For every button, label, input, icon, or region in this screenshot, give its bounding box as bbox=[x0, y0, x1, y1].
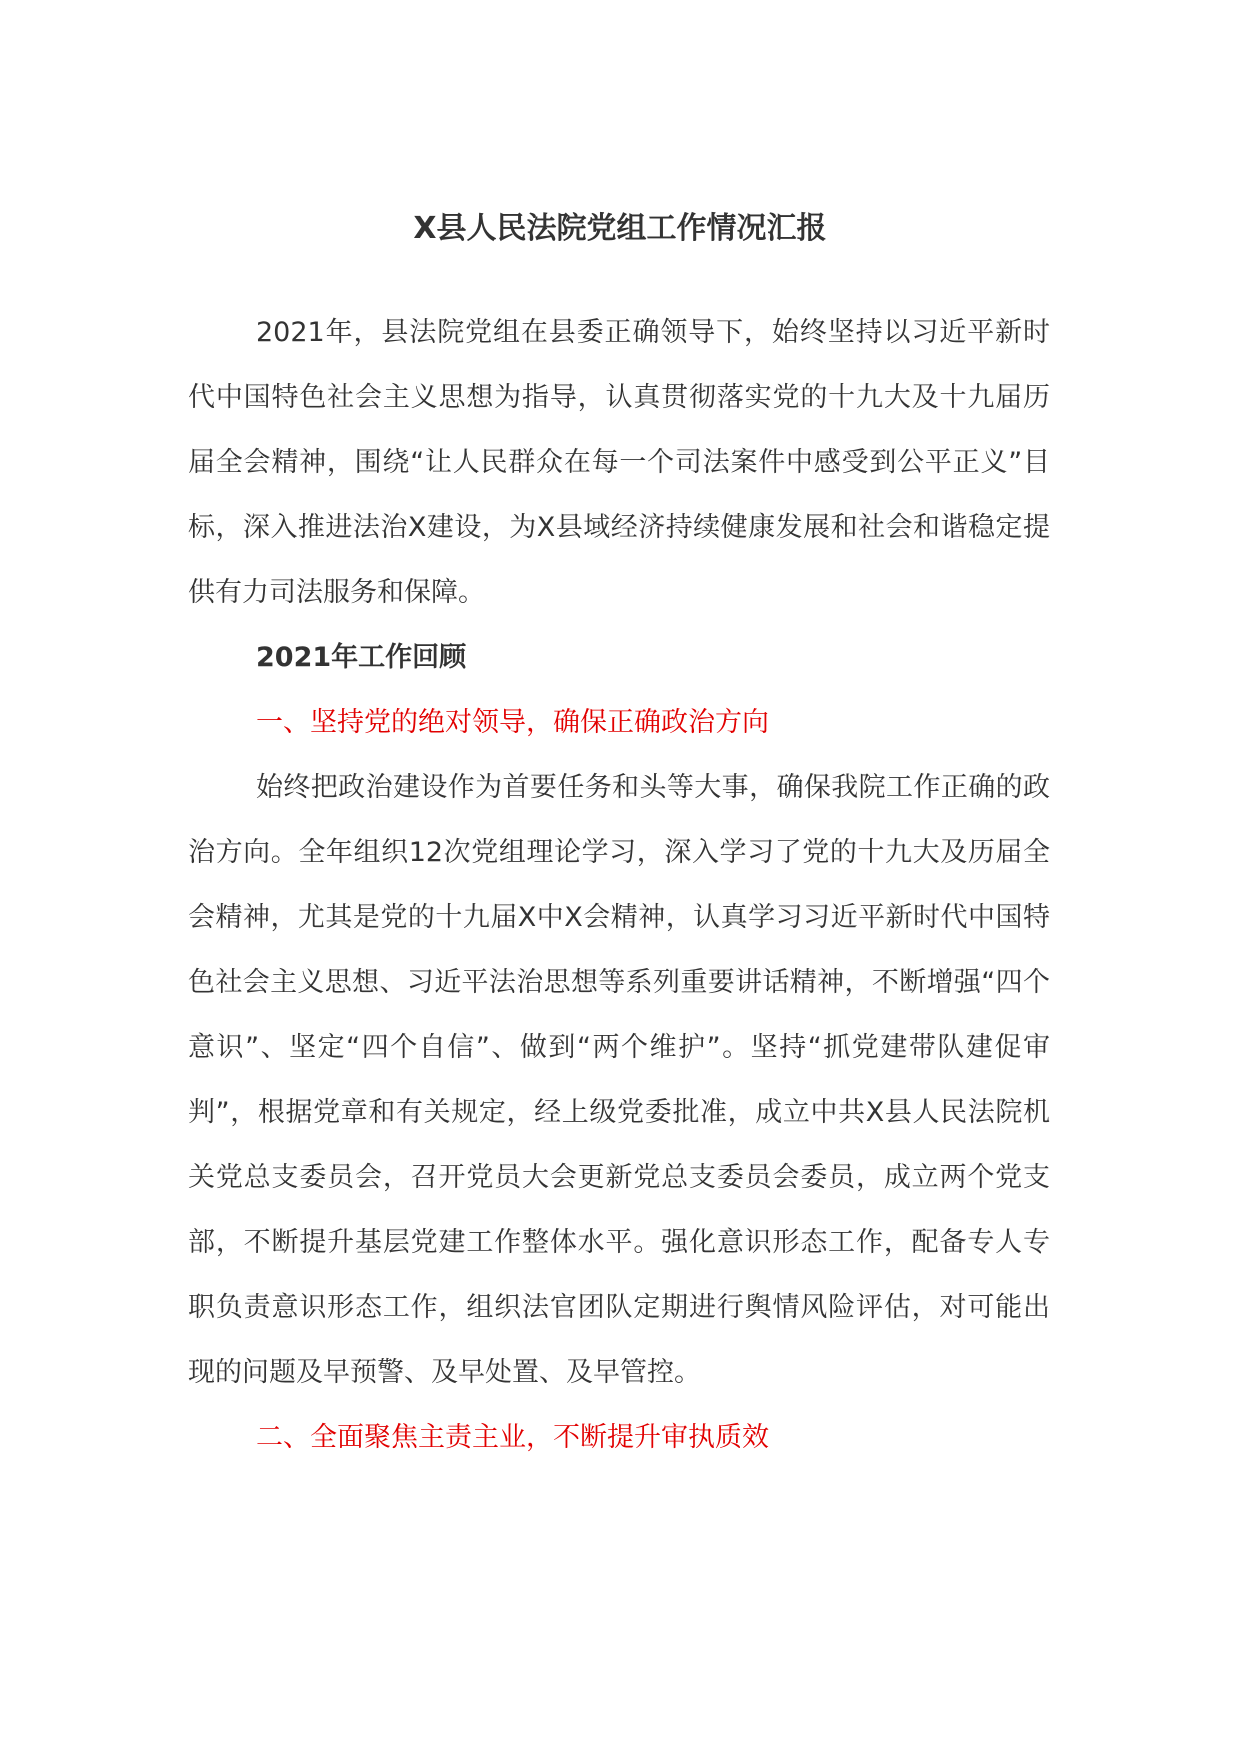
section-1-heading: 一、坚持党的绝对领导，确保正确政治方向 bbox=[256, 707, 769, 738]
intro-paragraph: 2021年，县法院党组在县委正确领导下，始终坚持以习近平新时代中国特色社会主义思想为指导，认真贯彻落实党的十九大及十九届历届全会精神，围绕“让人民群众在每一个司法案件中感受到公平正义”目标，深入推进法治X建设，为X县域经济持续健康发展和社会和谐稳定提供有力司法服务和保障。 bbox=[188, 317, 1050, 608]
document-title: X县人民法院党组工作情况汇报 bbox=[413, 211, 827, 246]
document-body bbox=[188, 300, 1050, 1470]
review-heading: 2021年工作回顾 bbox=[256, 642, 467, 673]
section-1-paragraph: 始终把政治建设作为首要任务和头等大事，确保我院工作正确的政治方向。全年组织12次党组理论学习，深入学习了党的十九大及历届全会精神，尤其是党的十九届X中X会精神，认真学习习近平新时代中国特色社会主义思想、习近平法治思想等系列重要讲话精神，不断增强“四个意识”、坚定“四个自信”、做到“两个维护”。坚持“抓党建带队建促审判”，根据党章和有关规定，经上级党委批准，成立中共X县人民法院机关党总支委员会，召开党员大会更新党总支委员会委员，成立两个党支部，不断提升基层党建工作整体水平。强化意识形态工作，配备专人专职负责意识形态工作，组织法官团队定期进行舆情风险评估，对可能出现的问题及早预警、及早处置、及早管控。 bbox=[188, 772, 1050, 1388]
section-2-heading: 二、全面聚焦主责主业，不断提升审执质效 bbox=[256, 1422, 769, 1453]
